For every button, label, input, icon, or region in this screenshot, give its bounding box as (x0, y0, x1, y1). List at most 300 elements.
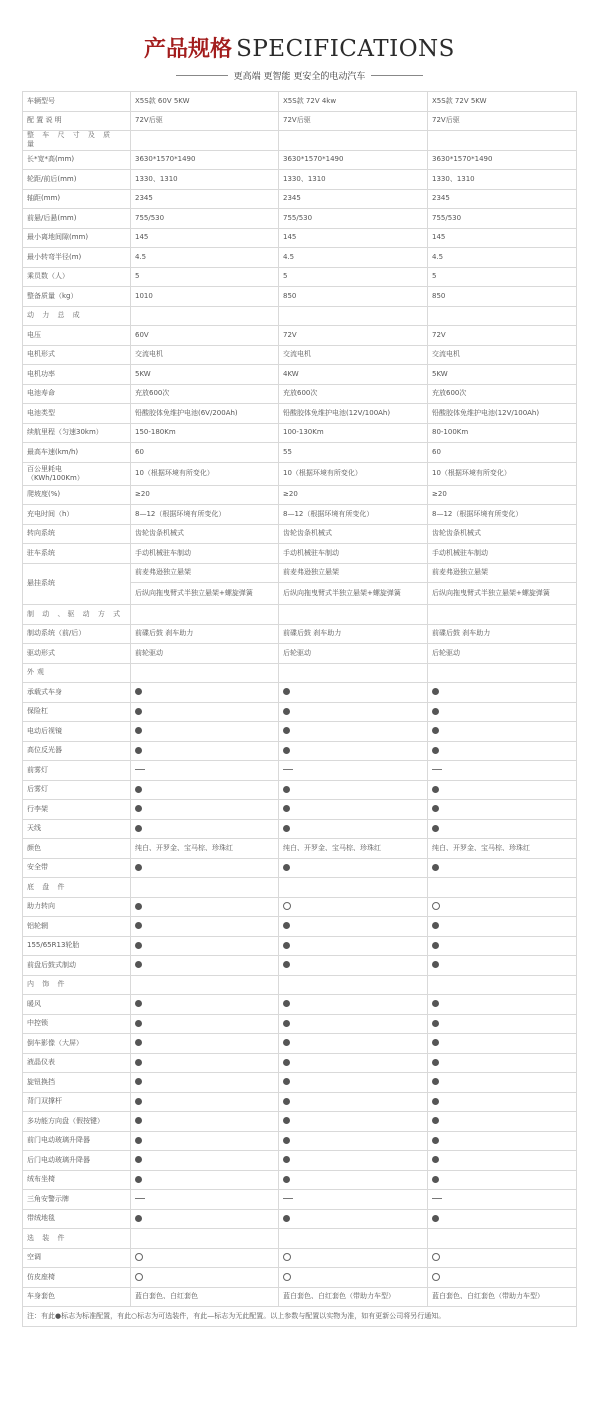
empty-cell (279, 131, 428, 151)
empty-cell (428, 131, 577, 151)
subtitle: 更高端 更智能 更安全的电动汽车 (233, 72, 366, 82)
value-cell-1 (131, 1268, 279, 1288)
standard-dot-icon (283, 1137, 290, 1144)
standard-dot-icon (135, 1137, 142, 1144)
empty-cell (279, 605, 428, 625)
empty-cell (279, 306, 428, 326)
row-label: 暖风 (23, 995, 131, 1015)
empty-cell (428, 306, 577, 326)
value-cell-2: 10（根据环境有所变化） (279, 462, 428, 485)
value-cell-2: 1330、1310 (279, 170, 428, 190)
value-cell-1 (131, 1170, 279, 1190)
value-cell-1: 5KW (131, 365, 279, 385)
standard-dot-icon (283, 1078, 290, 1085)
value-cell-3 (428, 1131, 577, 1151)
optional-circle-icon (432, 1253, 440, 1261)
standard-dot-icon (432, 747, 439, 754)
value-cell-3 (428, 936, 577, 956)
value-cell-3: 纯白、开罗金、宝马棕、珍珠红 (428, 839, 577, 859)
value-cell-3: 145 (428, 228, 577, 248)
value-cell-3 (428, 1073, 577, 1093)
value-cell-3 (428, 683, 577, 703)
value-cell-2 (279, 1151, 428, 1171)
value-cell-3 (428, 780, 577, 800)
standard-dot-icon (432, 1215, 439, 1222)
value-cell-3 (428, 1034, 577, 1054)
standard-dot-icon (135, 727, 142, 734)
value-cell-1: 8—12（根据环境有所变化） (131, 505, 279, 525)
empty-cell (131, 663, 279, 683)
standard-dot-icon (135, 1117, 142, 1124)
standard-dot-icon (135, 961, 142, 968)
section-row (23, 878, 577, 898)
optional-circle-icon (283, 1273, 291, 1281)
value-cell-1 (131, 722, 279, 742)
row-label: 整备质量（kg） (23, 287, 131, 307)
table-row (23, 722, 577, 742)
value-cell-2: 交流电机 (279, 345, 428, 365)
table-row (23, 287, 577, 307)
value-cell-2 (279, 1092, 428, 1112)
standard-dot-icon (283, 1117, 290, 1124)
table-row (23, 956, 577, 976)
value-cell-1 (131, 917, 279, 937)
table-row (23, 404, 577, 424)
value-cell-2: 纯白、开罗金、宝马棕、珍珠红 (279, 839, 428, 859)
row-label: 轴距(mm) (23, 189, 131, 209)
table-row (23, 150, 577, 170)
value-cell-3: 蓝白套色、白红套色（带助力车型） (428, 1287, 577, 1307)
standard-dot-icon (283, 1039, 290, 1046)
value-cell-1: 铅酸胶体免维护电池(6V/200Ah) (131, 404, 279, 424)
value-cell-1 (131, 1092, 279, 1112)
value-cell-3: 72V (428, 326, 577, 346)
value-cell-3 (428, 741, 577, 761)
value-cell-2: 5 (279, 267, 428, 287)
value-cell-3 (428, 995, 577, 1015)
table-row (23, 819, 577, 839)
section-label: 底 盘 件 (23, 878, 131, 898)
value-cell-3: 1330、1310 (428, 170, 577, 190)
standard-dot-icon (283, 688, 290, 695)
value-cell-3: 3630*1570*1490 (428, 150, 577, 170)
value-cell-2: 4KW (279, 365, 428, 385)
value-cell-3: 72V后驱 (428, 111, 577, 131)
row-label: 助力转向 (23, 897, 131, 917)
value-cell-3: 60 (428, 443, 577, 463)
row-label: 155/65R13轮胎 (23, 936, 131, 956)
value-cell-1: 60V (131, 326, 279, 346)
table-row (23, 384, 577, 404)
table-row (23, 1170, 577, 1190)
value-cell-1 (131, 995, 279, 1015)
value-cell-2: 前碟后鼓 刹车助力 (279, 624, 428, 644)
row-label: 前雾灯 (23, 761, 131, 781)
row-label: 背门双撑杆 (23, 1092, 131, 1112)
section-row (23, 306, 577, 326)
table-row (23, 761, 577, 781)
empty-cell (131, 975, 279, 995)
table-row (23, 1092, 577, 1112)
row-label: 倒车影像（大屏） (23, 1034, 131, 1054)
section-label: 整 车 尺 寸 及 质 量 (23, 131, 131, 151)
table-row (23, 228, 577, 248)
standard-dot-icon (432, 727, 439, 734)
row-label: 中控锁 (23, 1014, 131, 1034)
value-cell-1 (131, 683, 279, 703)
table-row (23, 1268, 577, 1288)
standard-dot-icon (135, 747, 142, 754)
value-cell-3 (428, 897, 577, 917)
value-cell-2: 齿轮齿条机械式 (279, 524, 428, 544)
value-cell-2: 8—12（根据环境有所变化） (279, 505, 428, 525)
empty-cell (131, 306, 279, 326)
table-row (23, 423, 577, 443)
row-label: 颜色 (23, 839, 131, 859)
table-row (23, 1073, 577, 1093)
row-label: 电动后视镜 (23, 722, 131, 742)
standard-dot-icon (283, 942, 290, 949)
table-row (23, 644, 577, 664)
table-row (23, 917, 577, 937)
value-cell-3: 齿轮齿条机械式 (428, 524, 577, 544)
optional-circle-icon (283, 902, 291, 910)
row-label: 电池类型 (23, 404, 131, 424)
standard-dot-icon (432, 1156, 439, 1163)
value-cell-2: ≥20 (279, 485, 428, 505)
row-label: 长*宽*高(mm) (23, 150, 131, 170)
table-row (23, 1034, 577, 1054)
value-cell-3: 80-100Km (428, 423, 577, 443)
standard-dot-icon (432, 786, 439, 793)
value-cell-2: 72V后驱 (279, 111, 428, 131)
table-row (23, 267, 577, 287)
standard-dot-icon (283, 922, 290, 929)
value-cell-2: 4.5 (279, 248, 428, 268)
optional-circle-icon (283, 1253, 291, 1261)
table-row (23, 1287, 577, 1307)
table-row (23, 248, 577, 268)
row-label: 带绒地毯 (23, 1209, 131, 1229)
standard-dot-icon (432, 1059, 439, 1066)
value-cell-1: 72V后驱 (131, 111, 279, 131)
table-row (23, 1131, 577, 1151)
row-label: 驱动形式 (23, 644, 131, 664)
value-cell-2: 2345 (279, 189, 428, 209)
value-cell-1 (131, 800, 279, 820)
value-cell-1 (131, 1073, 279, 1093)
value-cell-1: ≥20 (131, 485, 279, 505)
standard-dot-icon (135, 1039, 142, 1046)
standard-dot-icon (283, 727, 290, 734)
section-label: 选 装 件 (23, 1229, 131, 1249)
value-cell-1: 10（根据环境有所变化） (131, 462, 279, 485)
standard-dot-icon (432, 1098, 439, 1105)
value-cell-2 (279, 722, 428, 742)
value-cell-1 (131, 761, 279, 781)
table-row (23, 1209, 577, 1229)
value-cell-1 (131, 1131, 279, 1151)
section-label: 外观 (23, 663, 131, 683)
value-cell-3 (428, 956, 577, 976)
value-cell-3: 850 (428, 287, 577, 307)
value-cell-2 (279, 1053, 428, 1073)
row-label: 车身套色 (23, 1287, 131, 1307)
table-row (23, 524, 577, 544)
table-row (23, 1151, 577, 1171)
row-label: 轮距/前后(mm) (23, 170, 131, 190)
row-label: 空调 (23, 1248, 131, 1268)
value-cell-1: 前碟后鼓 刹车助力 (131, 624, 279, 644)
row-label: 铝轮辋 (23, 917, 131, 937)
value-cell-2 (279, 1034, 428, 1054)
standard-dot-icon (283, 1020, 290, 1027)
standard-dot-icon (135, 1020, 142, 1027)
not-available-dash-icon (283, 769, 293, 770)
value-cell-1: 2345 (131, 189, 279, 209)
value-cell-3: 755/530 (428, 209, 577, 229)
standard-dot-icon (283, 747, 290, 754)
value-cell-3 (428, 1092, 577, 1112)
value-cell-3: 铅酸胶体免维护电池(12V/100Ah) (428, 404, 577, 424)
value-cell-3 (428, 1053, 577, 1073)
not-available-dash-icon (135, 769, 145, 770)
value-cell-1 (131, 897, 279, 917)
row-label: 悬挂系统 (23, 563, 131, 605)
table-row (23, 563, 577, 583)
standard-dot-icon (283, 786, 290, 793)
standard-dot-icon (283, 708, 290, 715)
value-cell-1: 后纵向拖曳臂式半独立悬架+螺旋弹簧 (131, 583, 279, 605)
value-cell-1: 4.5 (131, 248, 279, 268)
value-cell-2: 755/530 (279, 209, 428, 229)
section-row (23, 975, 577, 995)
standard-dot-icon (135, 1215, 142, 1222)
section-row (23, 131, 577, 151)
standard-dot-icon (135, 903, 142, 910)
value-cell-1: 齿轮齿条机械式 (131, 524, 279, 544)
subtitle-row (0, 69, 599, 82)
value-cell-3: 5KW (428, 365, 577, 385)
table-row (23, 189, 577, 209)
title-english: SPECIFICATIONS (236, 36, 455, 62)
table-row (23, 1248, 577, 1268)
value-cell-1 (131, 1248, 279, 1268)
page-title (0, 34, 599, 65)
standard-dot-icon (135, 1176, 142, 1183)
value-cell-2 (279, 1248, 428, 1268)
value-cell-1: 1010 (131, 287, 279, 307)
standard-dot-icon (432, 688, 439, 695)
table-row (23, 345, 577, 365)
value-cell-3 (428, 761, 577, 781)
standard-dot-icon (135, 688, 142, 695)
table-row (23, 111, 577, 131)
row-label: 乘员数（人） (23, 267, 131, 287)
standard-dot-icon (283, 1000, 290, 1007)
table-row (23, 485, 577, 505)
value-cell-1: 充放600次 (131, 384, 279, 404)
standard-dot-icon (135, 1000, 142, 1007)
section-label: 制 动 、驱 动 方 式 (23, 605, 131, 625)
value-cell-3 (428, 1170, 577, 1190)
standard-dot-icon (283, 1059, 290, 1066)
value-cell-2: 手动机械驻车制动 (279, 544, 428, 564)
value-cell-3: 后轮驱动 (428, 644, 577, 664)
table-row (23, 1053, 577, 1073)
not-available-dash-icon (432, 769, 442, 770)
table-row (23, 995, 577, 1015)
value-cell-1 (131, 741, 279, 761)
value-cell-1: 5 (131, 267, 279, 287)
section-row (23, 1229, 577, 1249)
value-cell-1 (131, 1014, 279, 1034)
value-cell-1: X5S款 60V 5KW (131, 92, 279, 112)
standard-dot-icon (432, 942, 439, 949)
value-cell-2: 后纵向拖曳臂式半独立悬架+螺旋弹簧 (279, 583, 428, 605)
table-row (23, 624, 577, 644)
standard-dot-icon (432, 708, 439, 715)
value-cell-2: 100-130Km (279, 423, 428, 443)
standard-dot-icon (432, 1117, 439, 1124)
value-cell-3: 5 (428, 267, 577, 287)
standard-dot-icon (432, 961, 439, 968)
not-available-dash-icon (432, 1198, 442, 1199)
section-row (23, 663, 577, 683)
value-cell-1 (131, 936, 279, 956)
row-label: 天线 (23, 819, 131, 839)
row-label: 仿皮座椅 (23, 1268, 131, 1288)
value-cell-2 (279, 702, 428, 722)
row-label: 承载式车身 (23, 683, 131, 703)
optional-circle-icon (432, 902, 440, 910)
row-label: 前门电动玻璃升降器 (23, 1131, 131, 1151)
footnote: 注：有此●标志为标准配置，有此○标志为可选装件，有此—标志为无此配置。以上参数与配置以实物为准，如有更新公司将另行通知。 (23, 1307, 577, 1327)
value-cell-2 (279, 1209, 428, 1229)
standard-dot-icon (432, 922, 439, 929)
standard-dot-icon (283, 825, 290, 832)
table-row (23, 780, 577, 800)
row-label: 电池寿命 (23, 384, 131, 404)
row-label: 多功能方向盘（假按键） (23, 1112, 131, 1132)
row-label: 安全带 (23, 858, 131, 878)
value-cell-3: 前麦弗逊独立悬架 (428, 563, 577, 583)
value-cell-3 (428, 858, 577, 878)
value-cell-2 (279, 1268, 428, 1288)
value-cell-2 (279, 1131, 428, 1151)
row-label: 绒布坐椅 (23, 1170, 131, 1190)
standard-dot-icon (432, 1039, 439, 1046)
row-label: 后门电动玻璃升降器 (23, 1151, 131, 1171)
not-available-dash-icon (135, 1198, 145, 1199)
empty-cell (428, 878, 577, 898)
table-row (23, 897, 577, 917)
row-label: 制动系统（前/后） (23, 624, 131, 644)
value-cell-1 (131, 1112, 279, 1132)
empty-cell (131, 1229, 279, 1249)
value-cell-2 (279, 683, 428, 703)
table-row (23, 365, 577, 385)
row-label: 前盘后鼓式制动 (23, 956, 131, 976)
table-row (23, 505, 577, 525)
standard-dot-icon (432, 1176, 439, 1183)
table-row (23, 683, 577, 703)
row-label: 最小转弯半径(m) (23, 248, 131, 268)
row-label: 最小离地间隙(mm) (23, 228, 131, 248)
standard-dot-icon (135, 1059, 142, 1066)
empty-cell (428, 663, 577, 683)
value-cell-2: 后轮驱动 (279, 644, 428, 664)
standard-dot-icon (283, 805, 290, 812)
row-label: 液晶仪表 (23, 1053, 131, 1073)
value-cell-3 (428, 1190, 577, 1210)
table-row (23, 170, 577, 190)
row-label: 后雾灯 (23, 780, 131, 800)
not-available-dash-icon (283, 1198, 293, 1199)
value-cell-1 (131, 1209, 279, 1229)
value-cell-3: 4.5 (428, 248, 577, 268)
value-cell-3: 充放600次 (428, 384, 577, 404)
value-cell-3: 10（根据环境有所变化） (428, 462, 577, 485)
row-label: 驻车系统 (23, 544, 131, 564)
empty-cell (131, 605, 279, 625)
standard-dot-icon (432, 1020, 439, 1027)
value-cell-3 (428, 1112, 577, 1132)
section-label: 动 力 总 成 (23, 306, 131, 326)
table-row (23, 462, 577, 485)
value-cell-1: 前轮驱动 (131, 644, 279, 664)
value-cell-1: 纯白、开罗金、宝马棕、珍珠红 (131, 839, 279, 859)
table-row (23, 702, 577, 722)
empty-cell (428, 1229, 577, 1249)
optional-circle-icon (135, 1253, 143, 1261)
table-row (23, 858, 577, 878)
standard-dot-icon (135, 805, 142, 812)
row-label: 保险杠 (23, 702, 131, 722)
value-cell-1: 前麦弗逊独立悬架 (131, 563, 279, 583)
standard-dot-icon (135, 786, 142, 793)
standard-dot-icon (135, 864, 142, 871)
standard-dot-icon (283, 1098, 290, 1105)
value-cell-2 (279, 741, 428, 761)
value-cell-2: 蓝白套色、白红套色（带助力车型） (279, 1287, 428, 1307)
value-cell-1 (131, 1053, 279, 1073)
value-cell-1: 交流电机 (131, 345, 279, 365)
value-cell-2: X5S款 72V 4kw (279, 92, 428, 112)
value-cell-1 (131, 858, 279, 878)
section-label: 内 饰 件 (23, 975, 131, 995)
value-cell-2 (279, 1112, 428, 1132)
standard-dot-icon (283, 961, 290, 968)
value-cell-2 (279, 1073, 428, 1093)
table-row (23, 443, 577, 463)
row-label: 电压 (23, 326, 131, 346)
standard-dot-icon (135, 922, 142, 929)
standard-dot-icon (432, 864, 439, 871)
value-cell-1 (131, 1190, 279, 1210)
table-row (23, 1112, 577, 1132)
subtitle-divider-left (176, 75, 228, 76)
standard-dot-icon (135, 942, 142, 949)
row-label: 高位反光器 (23, 741, 131, 761)
row-label-line1: 百公里耗电 (27, 464, 62, 473)
value-cell-2 (279, 897, 428, 917)
row-label: 配 置 说 明 (23, 111, 131, 131)
specifications-table (22, 91, 577, 1327)
optional-circle-icon (432, 1273, 440, 1281)
standard-dot-icon (135, 708, 142, 715)
empty-cell (131, 878, 279, 898)
